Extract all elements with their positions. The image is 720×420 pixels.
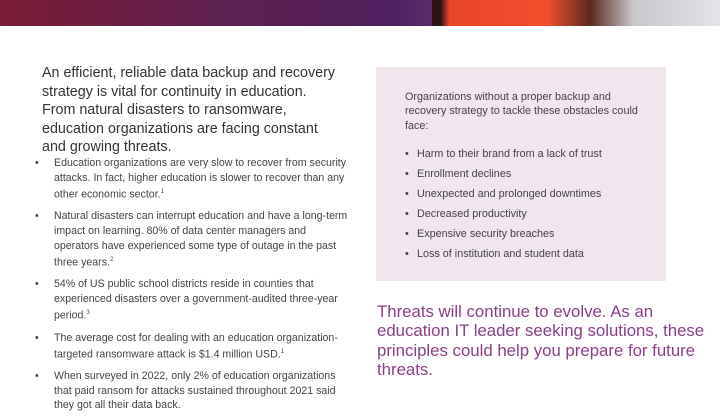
list-item: • Loss of institution and student data — [405, 244, 660, 264]
list-item: • Education organizations are very slow to recover from security attacks. In fact, higher education is slower to recover than any other economic sector.$^1$ — [30, 156, 350, 202]
list-item: • Expensive security breaches — [405, 224, 660, 244]
intro-paragraph: An efficient, reliable data backup and recovery strategy is vital for continuity in education. From natural disasters to ransomware, education organizations are facing constant and growing threats. — [42, 65, 336, 156]
list-item: • Decreased productivity — [405, 204, 660, 224]
callout-text: Threats will continue to evolve. As an education IT leader seeking solutions, these principles could help you prepare for future threats. — [377, 302, 705, 380]
facts-list — [30, 156, 350, 420]
obstacles-list — [405, 144, 660, 264]
header-photo — [432, 0, 720, 26]
obstacles-intro: Organizations without a proper backup and recovery strategy to tackle these obstacles could face: — [405, 91, 638, 132]
list-item: • 54% of US public school districts reside in counties that experienced disasters over a government-audited three-year period.$^3$ — [30, 277, 350, 323]
list-item: • Unexpected and prolonged downtimes — [405, 184, 660, 204]
list-item: • Harm to their brand from a lack of trust — [405, 144, 660, 164]
header-banner — [0, 0, 720, 26]
list-item: • Enrollment declines — [405, 164, 660, 184]
list-item: • When surveyed in 2022, only 2% of education organizations that paid ransom for attacks sustained throughout 2021 said they got all their data back. — [30, 369, 350, 413]
list-item: • Natural disasters can interrupt education and have a long-term impact on learning. 80% of data center managers and operators have experienced some type of outage in the past three years.$^2$ — [30, 209, 350, 270]
obstacles-box — [376, 67, 666, 281]
list-item: • The average cost for dealing with an education organization-targeted ransomware attack is $1.4 million USD.$^1$ — [30, 331, 350, 363]
